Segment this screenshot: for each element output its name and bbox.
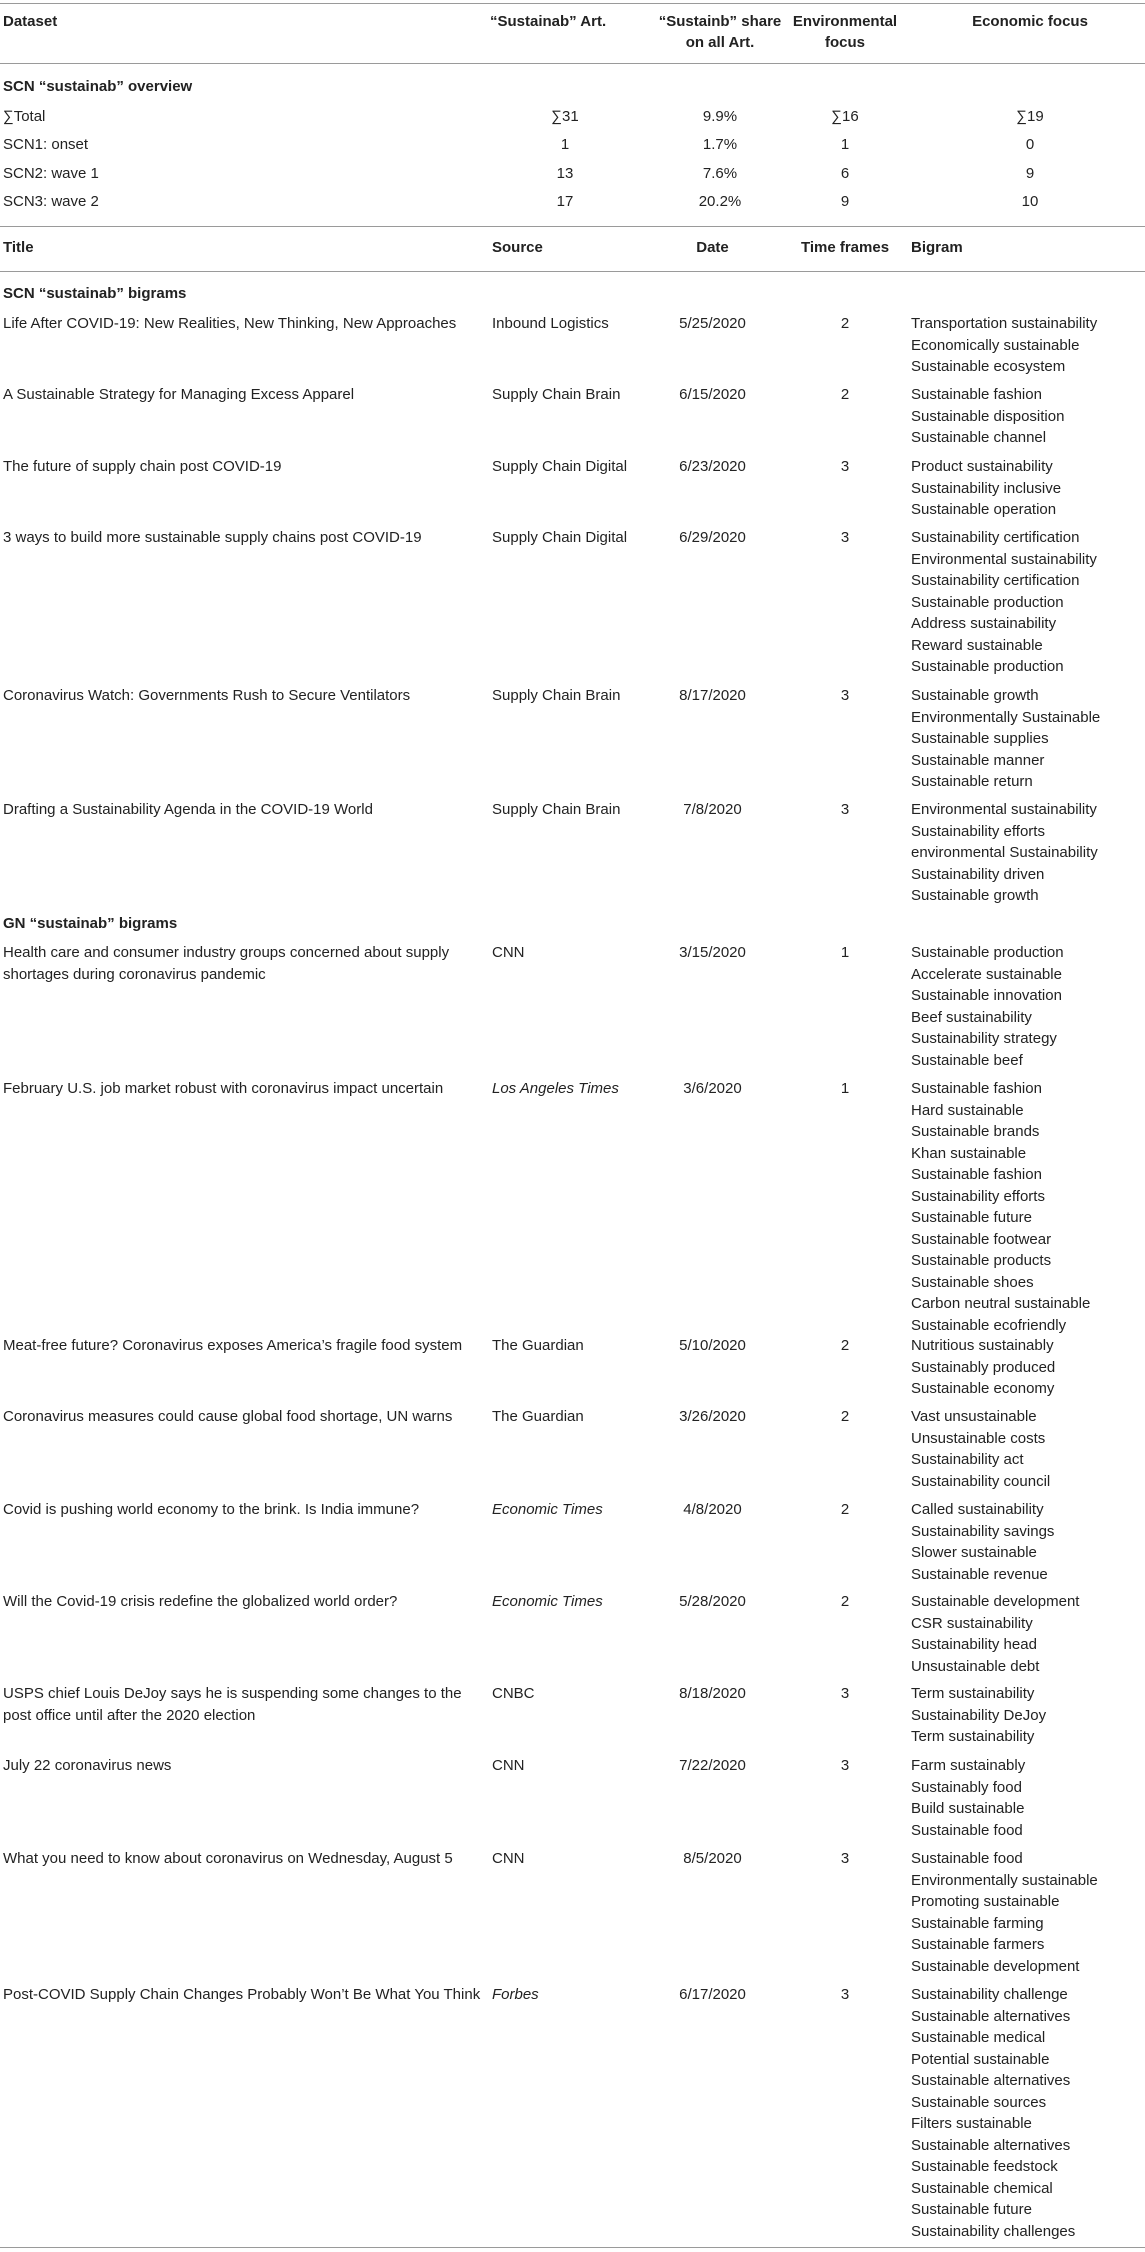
row-title: Coronavirus Watch: Governments Rush to Secure Ventilators xyxy=(3,687,411,704)
col-header-bigram: Bigram xyxy=(911,239,963,256)
row-bigram: Sustainable disposition xyxy=(911,407,1065,425)
row-bigram: Sustainable brands xyxy=(911,1123,1040,1140)
row-bigram: Called sustainability xyxy=(911,1501,1044,1518)
col-header-environmental-line2: focus xyxy=(824,34,865,51)
row-source: CNN xyxy=(492,1850,525,1867)
row-time-frames: 2 xyxy=(840,386,850,403)
row-bigram: Sustainability efforts xyxy=(911,822,1045,840)
section-title-scn-overview: SCN “sustainab” overview xyxy=(3,78,193,95)
row-bigram: Environmentally sustainable xyxy=(911,1871,1098,1889)
row-title: July 22 coronavirus news xyxy=(3,1757,172,1774)
row-time-frames: 3 xyxy=(840,458,850,475)
row-bigram: Sustainable growth xyxy=(911,687,1039,704)
row-bigram: Promoting sustainable xyxy=(911,1893,1060,1910)
row-title: The future of supply chain post COVID-19 xyxy=(3,458,282,475)
row-bigram: Sustainable supplies xyxy=(911,730,1049,747)
row-bigram: Environmental sustainability xyxy=(911,550,1097,568)
row-bigram: Sustainability council xyxy=(911,1472,1051,1490)
row-title: Will the Covid-19 crisis redefine the globalized world order? xyxy=(3,1593,398,1610)
row-bigram: Sustainable footwear xyxy=(911,1230,1052,1248)
row-source: Supply Chain Digital xyxy=(492,458,628,475)
row-bigram: Sustainable medical xyxy=(911,2029,1046,2046)
row-bigram: Sustainable ecosystem xyxy=(911,358,1066,375)
row-bigram: Sustainability head xyxy=(911,1636,1037,1653)
overview-share: 20.2% xyxy=(698,193,742,210)
row-date: 3/6/2020 xyxy=(683,1080,742,1097)
row-date: 8/18/2020 xyxy=(679,1685,746,1702)
row-source: CNN xyxy=(492,944,525,961)
col-header-environmental-line1: Environmental xyxy=(792,13,898,30)
overview-environmental: 1 xyxy=(840,136,850,153)
row-bigram: Product sustainability xyxy=(911,458,1053,475)
row-source: Supply Chain Brain xyxy=(492,801,621,818)
header2-rule xyxy=(0,271,1145,272)
row-time-frames: 2 xyxy=(840,1408,850,1425)
row-bigram: Sustainability challenges xyxy=(911,2222,1076,2240)
col-header-dataset: Dataset xyxy=(3,13,58,30)
row-bigram: Transportation sustainability xyxy=(911,315,1098,332)
row-source: The Guardian xyxy=(492,1337,584,1354)
row-bigram: Beef sustainability xyxy=(911,1008,1032,1026)
row-bigram: Sustainable production xyxy=(911,658,1064,675)
row-date: 6/15/2020 xyxy=(679,386,746,403)
row-bigram: Sustainability DeJoy xyxy=(911,1706,1047,1724)
row-bigram: Sustainable food xyxy=(911,1850,1023,1867)
row-bigram: Sustainable feedstock xyxy=(911,2158,1058,2175)
row-bigram: Sustainable production xyxy=(911,593,1064,611)
col-header-date: Date xyxy=(696,239,729,256)
col-header-title: Title xyxy=(3,239,34,256)
row-bigram: Khan sustainable xyxy=(911,1144,1027,1162)
overview-share: 7.6% xyxy=(702,165,738,182)
row-source: CNBC xyxy=(492,1685,535,1702)
row-bigram: Sustainable beef xyxy=(911,1051,1023,1069)
row-date: 5/25/2020 xyxy=(679,315,746,332)
row-title: 3 ways to build more sustainable supply chains post COVID-19 xyxy=(3,529,422,546)
overview-environmental: ∑16 xyxy=(831,108,859,125)
row-bigram: Term sustainability xyxy=(911,1685,1035,1702)
header-rule xyxy=(0,63,1145,64)
top-rule xyxy=(0,3,1145,4)
row-title: Covid is pushing world economy to the brink. Is India immune? xyxy=(3,1501,420,1518)
row-bigram: Accelerate sustainable xyxy=(911,965,1062,983)
row-time-frames: 3 xyxy=(840,1850,850,1867)
overview-articles: ∑31 xyxy=(551,108,579,125)
row-bigram: Sustainable growth xyxy=(911,887,1039,904)
overview-environmental: 6 xyxy=(840,165,850,182)
row-date: 8/17/2020 xyxy=(679,687,746,704)
row-time-frames: 3 xyxy=(840,1986,850,2003)
row-bigram: Sustainably produced xyxy=(911,1358,1056,1376)
row-bigram: Sustainability challenge xyxy=(911,1986,1068,2003)
row-bigram: Unsustainable debt xyxy=(911,1657,1040,1675)
row-time-frames: 2 xyxy=(840,1501,850,1518)
row-bigram: Environmentally Sustainable xyxy=(911,708,1101,726)
overview-dataset: SCN1: onset xyxy=(3,136,89,153)
row-bigram: Sustainable development xyxy=(911,1957,1080,1975)
row-bigram: Sustainable shoes xyxy=(911,1273,1034,1291)
row-bigram: Sustainable innovation xyxy=(911,987,1062,1004)
row-source: Supply Chain Brain xyxy=(492,386,621,403)
row-title: A Sustainable Strategy for Managing Excess Apparel xyxy=(3,386,355,403)
row-time-frames: 3 xyxy=(840,1757,850,1774)
row-bigram: Filters sustainable xyxy=(911,2115,1032,2132)
row-source: Economic Times xyxy=(492,1593,603,1610)
row-bigram: Sustainable operation xyxy=(911,501,1057,518)
col-header-economic: Economic focus xyxy=(972,13,1088,30)
row-title: Life After COVID-19: New Realities, New Thinking, New Approaches xyxy=(3,315,457,332)
row-time-frames: 3 xyxy=(840,529,850,546)
row-date: 6/17/2020 xyxy=(679,1986,746,2003)
row-bigram: Sustainable food xyxy=(911,1821,1023,1839)
row-bigram: Environmental sustainability xyxy=(911,801,1097,818)
row-title: Post-COVID Supply Chain Changes Probably Won’t Be What You Think xyxy=(3,1986,481,2003)
row-bigram: Sustainability inclusive xyxy=(911,479,1062,497)
row-title: USPS chief Louis DeJoy says he is suspending some changes to the post office until after the 2020 election xyxy=(3,1685,462,1724)
row-source: Economic Times xyxy=(492,1501,603,1518)
overview-share: 9.9% xyxy=(702,108,738,125)
row-bigram: Sustainable fashion xyxy=(911,386,1042,403)
row-bigram: Hard sustainable xyxy=(911,1101,1024,1119)
row-date: 7/8/2020 xyxy=(683,801,742,818)
overview-articles: 17 xyxy=(556,193,574,210)
row-source: Los Angeles Times xyxy=(492,1080,619,1097)
row-bigram: Sustainable development xyxy=(911,1593,1080,1610)
row-bigram: Sustainability certification xyxy=(911,529,1080,546)
row-source: Forbes xyxy=(492,1986,539,2003)
row-date: 3/26/2020 xyxy=(679,1408,746,1425)
row-bigram: Unsustainable costs xyxy=(911,1429,1046,1447)
row-date: 5/28/2020 xyxy=(679,1593,746,1610)
row-source: CNN xyxy=(492,1757,525,1774)
row-time-frames: 3 xyxy=(840,1685,850,1702)
row-time-frames: 3 xyxy=(840,687,850,704)
row-bigram: Sustainable return xyxy=(911,773,1033,790)
overview-economic: 9 xyxy=(1025,165,1035,182)
row-source: Supply Chain Digital xyxy=(492,529,628,546)
row-title: Health care and consumer industry groups concerned about supply shortages during coronavirus pandemic xyxy=(3,944,450,983)
row-bigram: Sustainable chemical xyxy=(911,2179,1053,2197)
row-bigram: Potential sustainable xyxy=(911,2050,1050,2068)
row-bigram: Sustainable ecofriendly xyxy=(911,1316,1067,1334)
overview-dataset: SCN2: wave 1 xyxy=(3,165,99,182)
row-bigram: Sustainable fashion xyxy=(911,1080,1042,1097)
row-time-frames: 2 xyxy=(840,1337,850,1354)
row-bigram: Sustainable economy xyxy=(911,1380,1055,1397)
row-bigram: Economically sustainable xyxy=(911,336,1080,354)
row-date: 3/15/2020 xyxy=(679,944,746,961)
overview-economic: 10 xyxy=(1021,193,1039,210)
row-date: 4/8/2020 xyxy=(683,1501,742,1518)
row-bigram: Slower sustainable xyxy=(911,1544,1037,1561)
row-bigram: Sustainably food xyxy=(911,1778,1022,1796)
col-header-source: Source xyxy=(492,239,543,256)
row-bigram: Sustainability driven xyxy=(911,865,1045,883)
row-time-frames: 3 xyxy=(840,801,850,818)
section-title-scn-bigrams: SCN “sustainab” bigrams xyxy=(3,285,187,302)
row-bigram: Sustainable channel xyxy=(911,429,1047,446)
row-bigram: Sustainable manner xyxy=(911,751,1045,769)
bottom-rule xyxy=(0,2247,1145,2248)
row-bigram: Sustainable future xyxy=(911,2201,1032,2218)
row-bigram: Nutritious sustainably xyxy=(911,1337,1054,1354)
row-date: 7/22/2020 xyxy=(679,1757,746,1774)
col-header-share-line1: “Sustainb” share xyxy=(658,13,782,30)
row-bigram: Vast unsustainable xyxy=(911,1408,1037,1425)
row-title: Coronavirus measures could cause global food shortage, UN warns xyxy=(3,1408,453,1425)
row-title: February U.S. job market robust with coronavirus impact uncertain xyxy=(3,1080,444,1097)
row-bigram: Term sustainability xyxy=(911,1728,1035,1745)
row-date: 6/29/2020 xyxy=(679,529,746,546)
row-bigram: Sustainable revenue xyxy=(911,1565,1048,1583)
row-bigram: Sustainable production xyxy=(911,944,1064,961)
row-time-frames: 1 xyxy=(840,944,850,961)
row-date: 5/10/2020 xyxy=(679,1337,746,1354)
overview-economic: ∑19 xyxy=(1016,108,1044,125)
row-bigram: Carbon neutral sustainable xyxy=(911,1295,1091,1312)
row-bigram: CSR sustainability xyxy=(911,1614,1033,1632)
overview-share: 1.7% xyxy=(702,136,738,153)
overview-environmental: 9 xyxy=(840,193,850,210)
section-title-gn-bigrams: GN “sustainab” bigrams xyxy=(3,915,178,932)
overview-dataset: SCN3: wave 2 xyxy=(3,193,99,210)
row-bigram: Sustainability strategy xyxy=(911,1030,1057,1047)
row-date: 8/5/2020 xyxy=(683,1850,742,1867)
row-bigram: Build sustainable xyxy=(911,1800,1025,1817)
row-bigram: Sustainable alternatives xyxy=(911,2007,1071,2025)
row-bigram: Farm sustainably xyxy=(911,1757,1026,1774)
section-rule xyxy=(0,226,1145,227)
col-header-sustainab-articles: “Sustainab” Art. xyxy=(490,13,607,30)
row-bigram: Address sustainability xyxy=(911,615,1057,632)
row-bigram: Sustainable alternatives xyxy=(911,2136,1071,2154)
row-title: What you need to know about coronavirus on Wednesday, August 5 xyxy=(3,1850,453,1867)
col-header-time-frames: Time frames xyxy=(800,239,890,256)
overview-articles: 13 xyxy=(556,165,574,182)
row-bigram: Sustainability certification xyxy=(911,572,1080,589)
row-bigram: Sustainable products xyxy=(911,1252,1052,1269)
overview-articles: 1 xyxy=(560,136,570,153)
row-source: The Guardian xyxy=(492,1408,584,1425)
col-header-share-line2: on all Art. xyxy=(685,34,755,51)
row-bigram: Reward sustainable xyxy=(911,636,1043,654)
row-source: Supply Chain Brain xyxy=(492,687,621,704)
row-bigram: Sustainability savings xyxy=(911,1522,1055,1540)
row-bigram: Sustainable farmers xyxy=(911,1936,1045,1953)
row-bigram: Sustainable sources xyxy=(911,2093,1047,2111)
row-bigram: Sustainability act xyxy=(911,1451,1024,1468)
row-bigram: Sustainable alternatives xyxy=(911,2072,1071,2089)
row-title: Drafting a Sustainability Agenda in the COVID-19 World xyxy=(3,801,373,818)
overview-economic: 0 xyxy=(1025,136,1035,153)
row-bigram: environmental Sustainability xyxy=(911,844,1098,861)
row-time-frames: 1 xyxy=(840,1080,850,1097)
row-date: 6/23/2020 xyxy=(679,458,746,475)
row-time-frames: 2 xyxy=(840,1593,850,1610)
row-time-frames: 2 xyxy=(840,315,850,332)
row-bigram: Sustainability efforts xyxy=(911,1187,1045,1205)
overview-dataset: ∑Total xyxy=(3,108,46,125)
row-bigram: Sustainable fashion xyxy=(911,1166,1042,1183)
row-bigram: Sustainable future xyxy=(911,1209,1032,1226)
row-bigram: Sustainable farming xyxy=(911,1914,1044,1932)
row-title: Meat-free future? Coronavirus exposes America’s fragile food system xyxy=(3,1337,463,1354)
row-source: Inbound Logistics xyxy=(492,315,609,332)
